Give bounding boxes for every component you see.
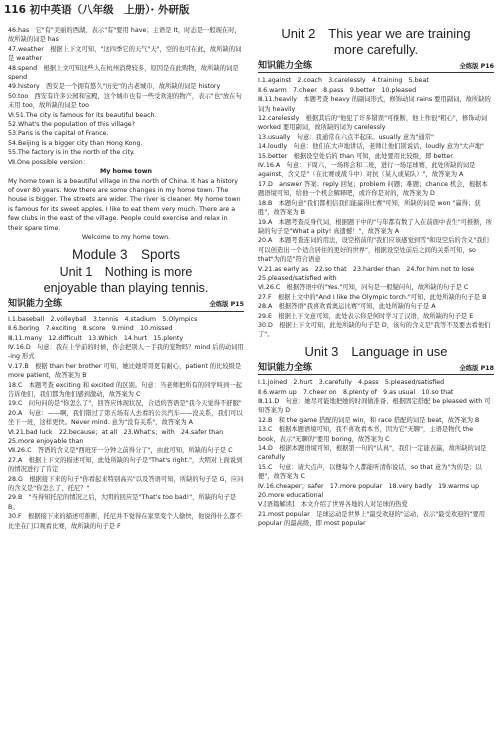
answer-line: Ⅴ.21.as early as 22.so that 23.harder than 24.for him not to lose	[258, 265, 475, 273]
answer-line: 12.B 和 the game 搭配的词是 win，和 race 搭配的词是 beat，故答案为 B	[258, 416, 480, 424]
unit-title-line1: Unit 1 Nothing is more	[59, 265, 193, 280]
module-title: Module 3 Sports	[71, 247, 181, 263]
answer-line: 47.weather 根据上下文可知，"这四季它的天气"天"，空的也可在此，故所缺的词是 weather	[8, 45, 242, 63]
answer-line: Ⅶ.26.C 答语的含义是"西班牙一分钟之前得分了"，由此可知，所缺的句子是 C	[8, 447, 233, 455]
section-pages-2: 全练版 P16	[459, 63, 494, 70]
answer-line: 14.D 根据本题语境可知，根据第一句的"认真"，我们一定能表赢，故所缺的词是 carefully	[258, 445, 487, 462]
answer-line: Ⅵ.21.bad luck 22.because；at all 23.What's；with 24.safer than	[8, 428, 224, 436]
answer-line: Ⅵ.51.The city is famous for its beautiful beach.	[8, 111, 157, 119]
answer-line: 27.F 根据上文中的"And I like the Olympic torch."可知，此处所缺的句子是 B	[258, 293, 487, 301]
essay-title: My home town	[99, 168, 153, 176]
answer-line: 18.B 本题句意"我们都相信我们能赢得比赛"可知，所缺的词是 won "赢得；获胜"，故答案为 B	[258, 199, 481, 217]
answer-line: Ⅰ.1.against 2.coach 3.carelessly 4.training 5.beat	[258, 77, 429, 85]
left-answers-2	[8, 315, 244, 531]
answer-line: 15.better 根据设空处后的 than 可知，此处要用比较级，即 better	[258, 152, 453, 160]
answer-line: 18.C 本题考查 exciting 和 excited 的区别。句意：当老师把所有的同学叫到一起告诉他们，我们都为他们感到激动，故答案为 C	[8, 381, 242, 398]
right-column	[258, 26, 494, 529]
answer-line: Ⅰ.1.baseball 2.volleyball 3.tennis 4.stadium 5.Olympics	[8, 315, 198, 323]
answer-line: 29.B "当得知托尼的情况之后，大明的回应是"That's too bad!"，所缺的句子是 B。	[8, 494, 237, 511]
answer-line: 29.E 根据上下文意可知，此处表示你是何时学习了汉语，故所缺的句子是 E	[258, 312, 474, 320]
section-header-2	[258, 62, 494, 73]
answer-line: 12.carelessly 根据其后的"他犯了许多错误"可推断，他上作很"粗心"，修饰动词 worked 要用副词，故所缺的词为 carelessly	[258, 115, 488, 132]
answer-line: Ⅳ.16.cheaper；safer 17.more popular 18.very badly 19.warms up	[258, 482, 480, 490]
answer-line: 15.C 句意：请大点声，以便每个人都能听清你说话，so that 意为"为的是；以便"，故答案为 C	[258, 463, 482, 481]
answer-line: Ⅲ.11.heavily 本题考查 heavy 的副词形式，修饰动词 rains 要用副词，故所缺的词为 heavily	[258, 96, 491, 113]
answer-line: Ⅱ.6.warm 7.cheer 8.pass 9.better 10.pleased	[258, 86, 417, 94]
section-title-3: 知识能力全练	[258, 362, 313, 373]
answer-line: 54.Beijing is a bigger city than Hong Kong.	[8, 139, 143, 147]
answer-line: Ⅴ.[语篇解读] 本文介绍了世界各地的人对足球的热爱	[258, 501, 408, 509]
answer-line: 25.more enjoyable than	[8, 438, 84, 446]
section-header	[8, 300, 244, 311]
answer-line: Ⅲ.11.D 句意：她尽可能地把她的时间做准备，根据固定搭配 be pleased with 可知答案为 D	[258, 398, 491, 415]
answer-line: 13.usually 句意：我通常在六点半起床。usually 意为"通常"	[258, 133, 434, 141]
answer-line: 17.D answer 答案；reply 回复；problem 问题；难题；chance 机会，根据本题语境可知，给他一个机会解释吧，或许你是对的，故答案为 D	[258, 180, 488, 198]
unit3-title: Unit 3 Language in use	[304, 343, 448, 359]
answer-line: 30.F 根据接下来的描述可推断，托尼并不觉得在家里变个人偷快，他说得什么都不比坐在门口观看比赛，故所缺的句子是 F	[8, 513, 243, 530]
answer-line: 28.G 根据接下来的句子"你看起来特别高兴"以及答语可知，所缺的句子是 G，应问的含义是"你怎么了，托尼？"	[8, 475, 244, 493]
left-answers	[8, 26, 244, 242]
answer-line: 19.A 本题考查反身代词，根据题干中的"与年都有数了入在前面中表生"可推断，所缺的句子是"What a pity! 真遗憾！"，故答案为 A	[258, 218, 493, 235]
unit2-title-line2: more carefully.	[333, 42, 419, 57]
answer-line: 53.Paris is the capital of France.	[8, 130, 109, 138]
answer-line: Ⅱ.6.warm up 7.cheer on 8.plenty of 9.as usual 10.so that	[258, 388, 454, 396]
answer-line: Ⅶ.One possible version：	[8, 158, 90, 166]
left-column	[8, 26, 244, 531]
section-header-3	[258, 364, 494, 375]
answer-line: 21.most popular 足球运动是世界上"最受欢迎的"运动，表示"最受欢迎的"要用 popular 的最高级，即 most popular	[258, 510, 486, 528]
page-number: 116	[4, 4, 26, 16]
answer-line: 55.The factory is in the north of the city.	[8, 149, 135, 157]
answer-line: 20.more educational	[258, 492, 324, 500]
answer-line: 20.A 本题考查连词的用法，设空格前的"我们应该感觉到雪"和设空后的含义"我们可以创造出一个适合居住的更好的世界"，根据设空处前后之间的关系可知，so that"为的是"符合语意	[258, 237, 489, 264]
right-answers-2	[258, 378, 494, 529]
answer-line: Ⅳ.16.A 句意：下周六，一场将会和二班，进行一场足球赛，此处所缺的词是 against，含义是"（在比赛或战斗中）对抗（某人或某队）"，故答案为 A	[258, 162, 476, 179]
section-title: 知识能力全练	[8, 299, 63, 310]
section-pages: 全练版 P15	[209, 301, 244, 309]
answer-line: 50.too 西安有许多公园和宝殿，这个城市也有一些受欢迎的物产，表示"也"放在句末用 too，故所缺的词是 too	[8, 92, 242, 110]
book-title: 初中英语（八年级 上册）· 外研版	[29, 4, 190, 16]
answer-line: 52.What's the population of this village?	[8, 121, 136, 129]
answer-line: 25.pleased/satisfied with	[258, 274, 337, 282]
unit2-title-line1: Unit 2 This year we are training	[281, 26, 471, 41]
section-pages-3: 全练版 P18	[459, 364, 494, 372]
answer-line: 19.C 问句问的是"你怎么了"，回答应体现状况，合适的答语是"我今天觉得不舒服"	[8, 400, 242, 408]
answer-line: Ⅵ.26.C 根据答语中的"Yes."可知，问句是一般疑问句，故所缺的句子是 C	[258, 284, 469, 292]
answer-line: Ⅴ.17.B 根据 than her brother 可知，她比她哥哥更有耐心，patient 的比较级是 more patient，故答案为 B	[8, 362, 242, 380]
right-answers	[258, 76, 494, 339]
section-title-2: 知识能力全练	[258, 61, 313, 71]
answer-line: 48.spend 根据上文可知这些人在杭州消费较多，原因是在此购物，故所缺的词是 spend	[8, 64, 239, 82]
answer-line: Welcome to my home town.	[81, 233, 171, 241]
unit-title-line2: enjoyable than playing tennis.	[43, 281, 209, 296]
answer-line: 27.A 根据上下文的描述可知，此处所缺的句子是"That's right."，大明对上面说到的情况进行了肯定	[8, 456, 243, 474]
answer-line: Ⅲ.11.many 12.difficult 13.Which 14.hurt 15.plenty	[8, 334, 184, 342]
answer-line: 49.history 西安是一个拥有悠久"历史"的古老城市，故所缺的词是 history	[8, 83, 221, 91]
answer-line: Ⅰ.1.joined 2.hurt 3.carefully 4.pass 5.pleased/satisfied	[258, 379, 445, 387]
answer-line: 30.D 根据上下文可知，此处所缺的句子是 D，该句的含义是"我等不及要去看他们了"。	[258, 321, 491, 339]
page-header	[4, 2, 189, 17]
answer-line: 28.A 根据答语"我喜欢看奥运比赛"可知，此处所缺的句子是 A	[258, 303, 436, 311]
answer-line: My home town is a beautiful village in the north of China. It has a history of over 80 years. Now there are some changes in my home town. The house is bigger. The streets are wider. The river is cleaner. My home town is famous for its sweet apples. I like to eat them very much. There are a few clubs in the east of the village. People could exercise and relax in their spare time.	[8, 177, 241, 232]
answer-line: 46.has 它"有"美丽的西湖，表示"有"要用 have；主语是 It，时态是一般现在时，故所缺的词是 has	[8, 27, 241, 44]
answer-line: Ⅱ.6.boring 7.exciting 8.score 9.mind 10.missed	[8, 325, 173, 333]
answer-line: 20.A 句意：——啊，我们错过了第五场有人去看的公共汽车——没关系，我们可以坐下一班，这样更快。Never mind. 意为"没有关系"，故答案为 A	[8, 409, 243, 427]
answer-line: 13.C 根据本题语境可知，我不喜欢看本书，因为它"无聊"，主语是物代 the book，表示"无聊的"要用 boring，故答案为 C	[258, 426, 474, 443]
answer-line: 14.loudly 句意：他们在大声地讲话，老师让他们别说话，loudly 意为"大声地"	[258, 143, 484, 151]
answer-line: Ⅳ.16.D 句意：我在上学前的时候，你会把别人一手我的宠物吗？mind 后的动词用 -ing 形式	[8, 343, 244, 361]
